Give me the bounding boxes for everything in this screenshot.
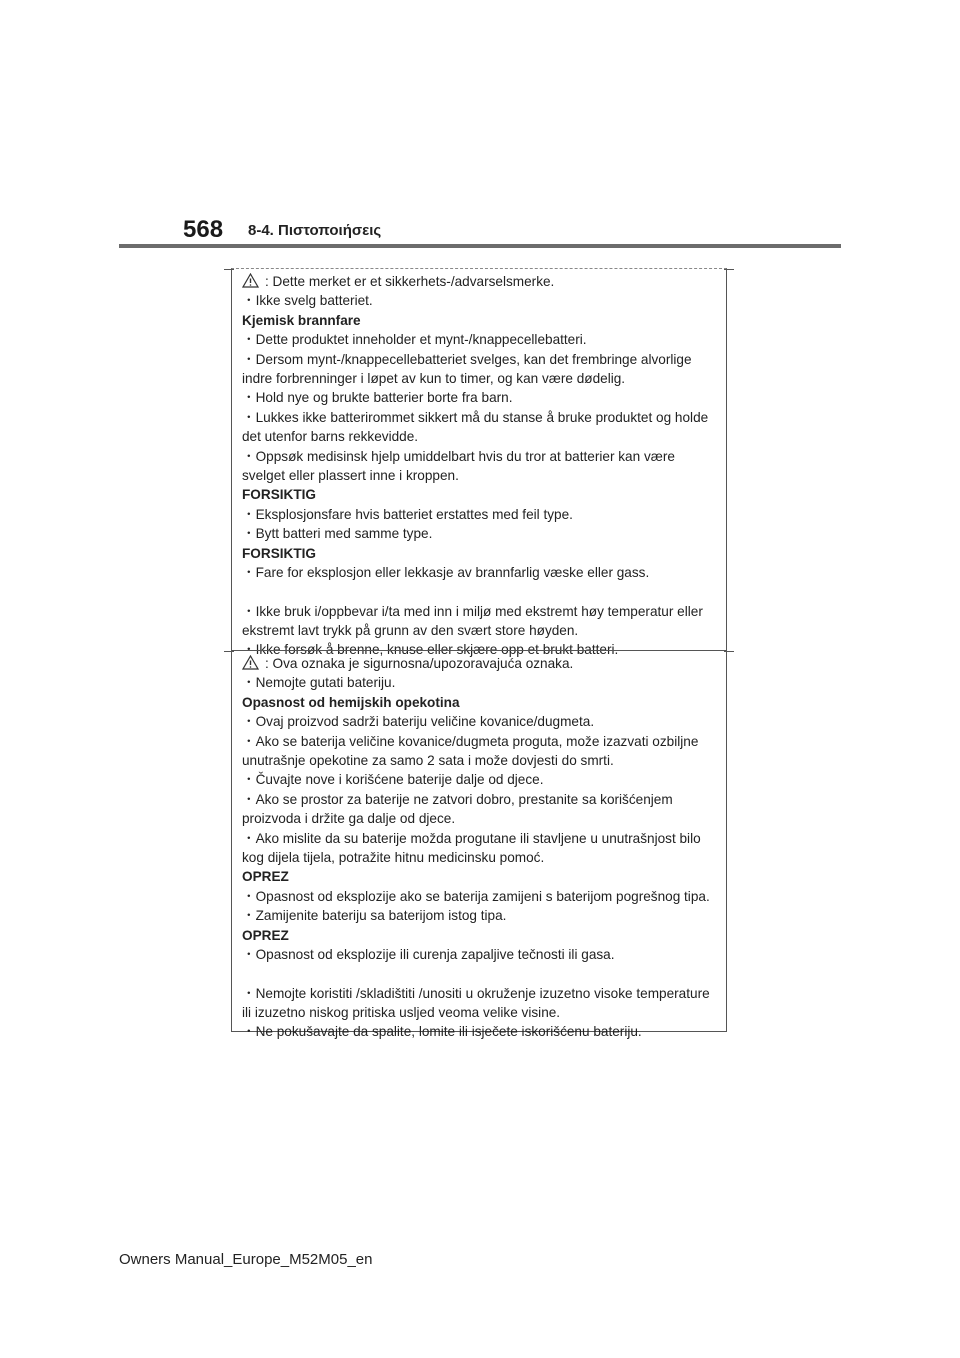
notice-line-text: ・Nemojte gutati bateriju. xyxy=(242,675,396,691)
notice-line xyxy=(242,790,726,809)
notice-heading xyxy=(242,926,726,945)
notice-line-text: ・Lukkes ikke batterirommet sikkert må du stanse å bruke produktet og holde xyxy=(242,409,709,425)
notice-line xyxy=(242,751,726,770)
notice-line xyxy=(242,887,726,906)
notice-heading xyxy=(242,867,726,886)
notice-line-text: ・Dersom mynt-/knappecellebatteriet svelges, kan det frembringe alvorlige xyxy=(242,351,692,367)
notice-line-text: ・Oppsøk medisinsk hjelp umiddelbart hvis du tror at batterier kan være xyxy=(242,448,675,464)
notice-line-text: ・Opasnost od eksplozije ili curenja zapaljive tečnosti ili gasa. xyxy=(242,947,615,963)
notice-line xyxy=(242,712,726,731)
section-title: 8-4. Πιστοποιήσεις xyxy=(248,222,382,239)
crop-tick-right xyxy=(724,651,734,652)
notice-line xyxy=(242,524,726,543)
notice-heading xyxy=(242,544,726,563)
notice-line xyxy=(242,330,726,349)
notice-line xyxy=(242,906,726,925)
notice-line-text: ・Ako mislite da su baterije možda progutane ili stavljene u unutrašnjost bilo xyxy=(242,830,701,846)
notice-heading xyxy=(242,485,726,504)
notice-line xyxy=(242,945,726,964)
notice-line xyxy=(242,654,726,673)
notice-line xyxy=(242,770,726,789)
notice-line-text: unutrašnje opekotine za samo 2 sata i može dovjesti do smrti. xyxy=(242,753,614,769)
notice-line xyxy=(242,466,726,485)
warning-triangle-icon xyxy=(242,655,259,670)
notice-line-text: : Dette merket er et sikkerhets-/advarselsmerke. xyxy=(265,274,555,289)
notice-line xyxy=(242,673,726,692)
notice-line-text: : Ova oznaka je sigurnosna/upozoravajuća oznaka. xyxy=(265,656,574,671)
notice-box-norwegian xyxy=(231,268,727,658)
notice-line-text: det utenfor barns rekkevidde. xyxy=(242,429,419,445)
notice-line-text: ・Dette produktet inneholder et mynt-/knappecellebatteri. xyxy=(242,332,587,348)
notice-line-text: ili izuzetno niskog pritiska usljed veoma velike visine. xyxy=(242,1004,561,1020)
footer-doc-id: Owners Manual_Europe_M52M05_en xyxy=(119,1251,373,1268)
notice-line xyxy=(242,602,726,621)
notice-line-text: FORSIKTIG xyxy=(242,487,317,503)
notice-line-text: ・Bytt batteri med samme type. xyxy=(242,526,433,542)
notice-line xyxy=(242,809,726,828)
notice-line-text: kog dijela tijela, potražite hitnu medicinsku pomoć. xyxy=(242,850,545,866)
notice-line xyxy=(242,984,726,1003)
notice-line-text: ・Ikke bruk i/oppbevar i/ta med inn i miljø med ekstremt høy temperatur eller xyxy=(242,603,703,619)
crop-tick-right xyxy=(724,269,734,270)
notice-heading xyxy=(242,311,726,330)
notice-line xyxy=(242,1022,726,1041)
notice-line-text: ・Ne pokušavajte da spalite, lomite ili isječete iskorišćenu bateriju. xyxy=(242,1024,642,1040)
notice-line xyxy=(242,732,726,751)
crop-tick-left xyxy=(224,651,234,652)
notice-line-text: FORSIKTIG xyxy=(242,545,317,561)
notice-line xyxy=(242,447,726,466)
notice-line xyxy=(242,388,726,407)
notice-line xyxy=(242,1003,726,1022)
notice-line-text: Opasnost od hemijskih opekotina xyxy=(242,694,460,710)
notice-line-text: ・Čuvajte nove i korišćene baterije dalje od djece. xyxy=(242,772,544,788)
notice-line xyxy=(242,272,726,291)
notice-line-text: ・Nemojte koristiti /skladištiti /unositi u okruženje izuzetno visoke temperature xyxy=(242,985,710,1001)
notice-box-croatian xyxy=(231,650,727,1040)
notice-line-text: proizvoda i držite ga dalje od djece. xyxy=(242,811,456,827)
notice-line-text: OPREZ xyxy=(242,927,289,943)
notice-line xyxy=(242,829,726,848)
notice-line-text: ・Ikke forsøk å brenne, knuse eller skjære opp et brukt batteri. xyxy=(242,642,619,658)
notice-line-text: ・Ovaj proizvod sadrži bateriju veličine kovanice/dugmeta. xyxy=(242,714,595,730)
notice-line-text: svelget eller plassert inne i kroppen. xyxy=(242,468,459,484)
notice-line xyxy=(242,848,726,867)
notice-line xyxy=(242,427,726,446)
notice-line-text: Kjemisk brannfare xyxy=(242,312,361,328)
notice-line xyxy=(242,563,726,582)
notice-line xyxy=(242,621,726,640)
crop-tick-left xyxy=(224,269,234,270)
notice-line-text: indre forbrenninger i løpet av kun to timer, og kan være dødelig. xyxy=(242,371,626,387)
notice-line-text: ekstremt lavt trykk på grunn av den svært store høyden. xyxy=(242,622,579,638)
notice-heading xyxy=(242,693,726,712)
notice-line-text: ・Opasnost od eksplozije ako se baterija zamijeni s baterijom pogrešnog tipa. xyxy=(242,888,710,904)
header-rule xyxy=(119,244,841,248)
notice-line xyxy=(242,408,726,427)
page-number: 568 xyxy=(183,216,224,243)
notice-line-text: ・Ikke svelg batteriet. xyxy=(242,293,373,309)
notice-line xyxy=(242,291,726,310)
notice-line-text: ・Hold nye og brukte batterier borte fra barn. xyxy=(242,390,513,406)
notice-line xyxy=(242,350,726,369)
notice-line xyxy=(242,369,726,388)
notice-line-text: ・Eksplosjonsfare hvis batteriet erstattes med feil type. xyxy=(242,506,573,522)
blank-line xyxy=(242,583,726,602)
notice-line-text: ・Ako se prostor za baterije ne zatvori dobro, prestanite sa korišćenjem xyxy=(242,791,673,807)
warning-triangle-icon xyxy=(242,273,259,288)
notice-line-text: ・Ako se baterija veličine kovanice/dugmeta proguta, može izazvati ozbiljne xyxy=(242,733,699,749)
blank-line xyxy=(242,965,726,984)
notice-line xyxy=(242,505,726,524)
notice-line-text: ・Fare for eksplosjon eller lekkasje av brannfarlig væske eller gass. xyxy=(242,565,650,581)
notice-line-text: ・Zamijenite bateriju sa baterijom istog tipa. xyxy=(242,908,507,924)
notice-line-text: OPREZ xyxy=(242,869,289,885)
